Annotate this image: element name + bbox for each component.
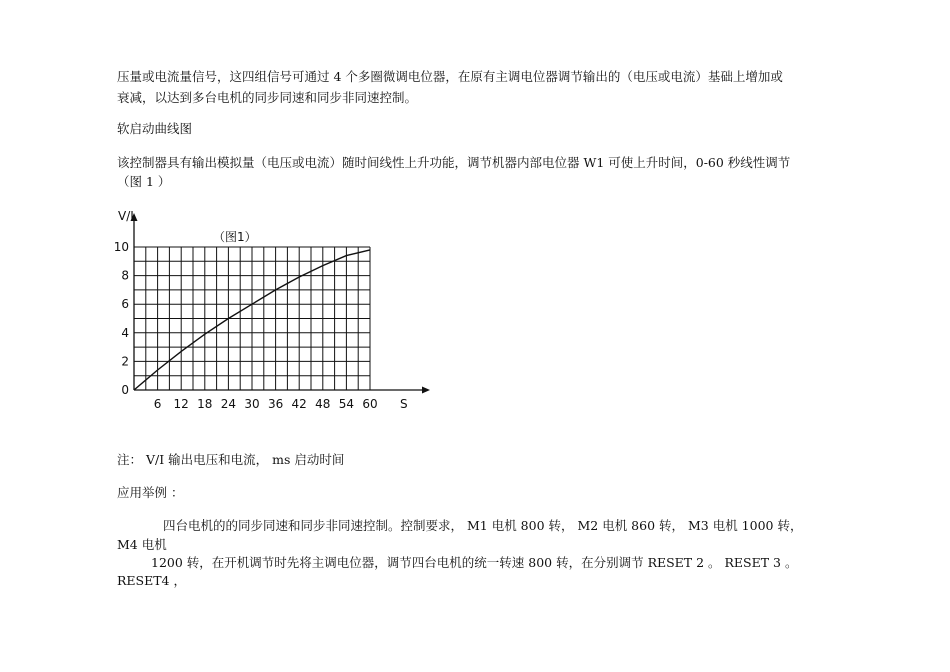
soft-start-chart bbox=[110, 203, 440, 418]
y-tick-label: 0 bbox=[121, 383, 129, 397]
y-tick-label: 6 bbox=[121, 297, 129, 312]
paragraph-2-line-1: 该控制器具有输出模拟量（电压或电流）随时间线性上升功能，调节机器内部电位器 W1 可使上升时间，0-60 秒线性调节 bbox=[117, 155, 791, 170]
x-tick-label: 30 bbox=[244, 397, 260, 411]
y-tick-label: 4 bbox=[121, 325, 129, 340]
x-tick-label: 48 bbox=[315, 397, 331, 411]
paragraph-3-line-1: 四台电机的的同步同速和同步非同速控制。控制要求， M1 电机 800 转， M2 电机 860 转， M3 电机 1000 转， bbox=[163, 518, 803, 533]
paragraph-2-line-2: （图 1 ） bbox=[117, 174, 171, 189]
x-axis-label: S bbox=[400, 397, 408, 411]
section-heading: 软启动曲线图 bbox=[117, 121, 193, 136]
x-tick-label: 60 bbox=[362, 397, 378, 411]
note-line: 注： V/I 输出电压和电流， ms 启动时间 bbox=[117, 452, 345, 467]
x-tick-label: 54 bbox=[338, 397, 355, 411]
x-axis-arrow bbox=[422, 387, 430, 394]
paragraph-1-line-1: 压量或电流量信号，这四组信号可通过 4 个多圈微调电位器，在原有主调电位器调节输出的（电压或电流）基础上增加或 bbox=[117, 69, 783, 84]
paragraph-3-line-2: M4 电机 bbox=[117, 537, 167, 552]
chart-grid bbox=[134, 247, 370, 390]
x-tick-label: 12 bbox=[173, 397, 189, 411]
chart-ticks bbox=[114, 240, 378, 411]
x-tick-label: 42 bbox=[291, 397, 307, 411]
chart-axes bbox=[131, 213, 431, 394]
y-tick-label: 2 bbox=[121, 354, 129, 369]
paragraph-3-line-4: RESET4 ， bbox=[117, 573, 186, 588]
paragraph-3-line-3: 1200 转，在开机调节时先将主调电位器，调节四台电机的统一转速 800 转，在分别调节 RESET 2 。 RESET 3 。 bbox=[151, 555, 798, 570]
y-axis-label: V/I bbox=[118, 209, 134, 223]
y-tick-label: 8 bbox=[121, 268, 129, 283]
y-tick-label: 10 bbox=[113, 240, 129, 254]
x-tick-label: 36 bbox=[267, 397, 284, 411]
paragraph-1-line-2: 衰减，以达到多台电机的同步同速和同步非同速控制。 bbox=[117, 90, 418, 105]
chart-title: （图1） bbox=[213, 230, 257, 244]
x-tick-label: 6 bbox=[153, 397, 162, 411]
x-tick-label: 24 bbox=[220, 397, 237, 411]
example-heading: 应用举例 ： bbox=[117, 485, 184, 500]
x-tick-label: 18 bbox=[197, 397, 213, 411]
